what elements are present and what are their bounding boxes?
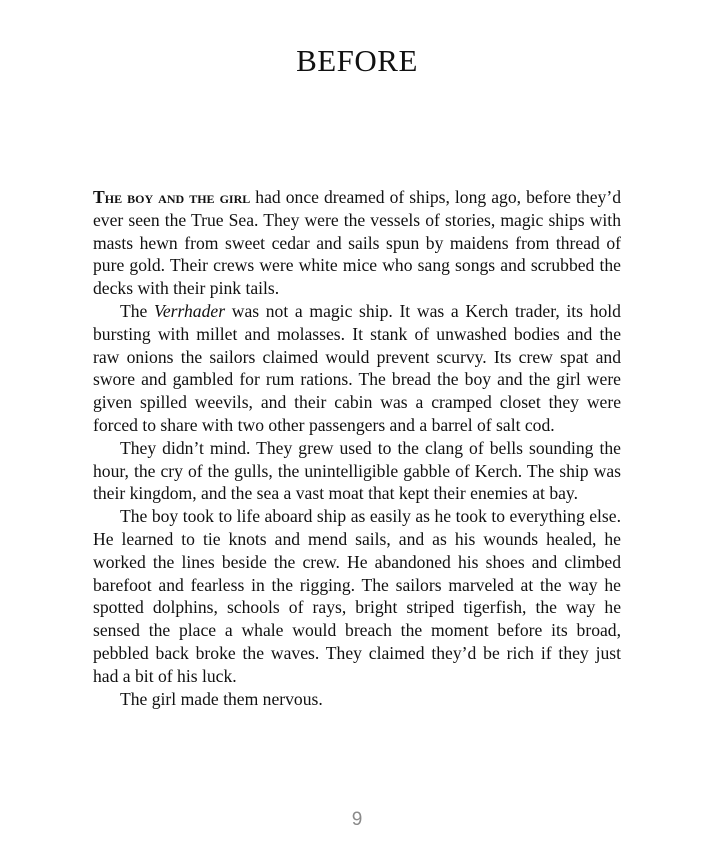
paragraph-1-text: had once dreamed of ships, long ago, before they’d ever seen the True Sea. They were the vessels of stories, magic ships with masts hewn from sweet cedar and sails spun by maidens from thread of pure gold. Their crews were white mice who sang songs and scrubbed the decks with their pink tails.: [93, 187, 622, 299]
body-text: [93, 186, 621, 710]
paragraph-2: [93, 300, 621, 437]
paragraph-1: [93, 186, 621, 300]
page-number: 9: [351, 809, 363, 830]
paragraph-3: They didn’t mind. They grew used to the clang of bells sounding the hour, the cry of the gulls, the unintelligible gabble of Kerch. The ship was their kingdom, and the sea a vast moat that kept their enemies at bay.: [93, 437, 621, 504]
paragraph-2-text-end: was not a magic ship. It was a Kerch trader, its hold bursting with millet and molasses. It stank of unwashed bodies and the raw onions the sailors claimed would prevent scurvy. Its crew spat and swore and gambled for rum rations. The bread the boy and the girl were given spilled weevils, and their cabin was a cramped closet they were forced to share with two other passengers and a barrel of salt cod.: [93, 300, 621, 435]
paragraph-lead-in: The boy and the girl: [93, 187, 251, 207]
paragraph-5: The girl made them nervous.: [120, 688, 323, 709]
paragraph-4: The boy took to life aboard ship as easily as he took to everything else. He learned to tie knots and mend sails, and as his wounds healed, he worked the lines beside the crew. He abandoned his shoes and climbed barefoot and fearless in the rigging. The sailors marveled at the way he spotted dolphins, schools of rays, bright striped tigerfish, the way he sensed the place a whale would breach the moment before its broad, pebbled back broke the waves. They claimed they’d be rich if they just had a bit of his luck.: [93, 506, 621, 686]
ship-name: Verrhader: [154, 300, 226, 321]
paragraph-2-text-start: The: [120, 300, 155, 321]
chapter-title: BEFORE: [296, 43, 418, 78]
